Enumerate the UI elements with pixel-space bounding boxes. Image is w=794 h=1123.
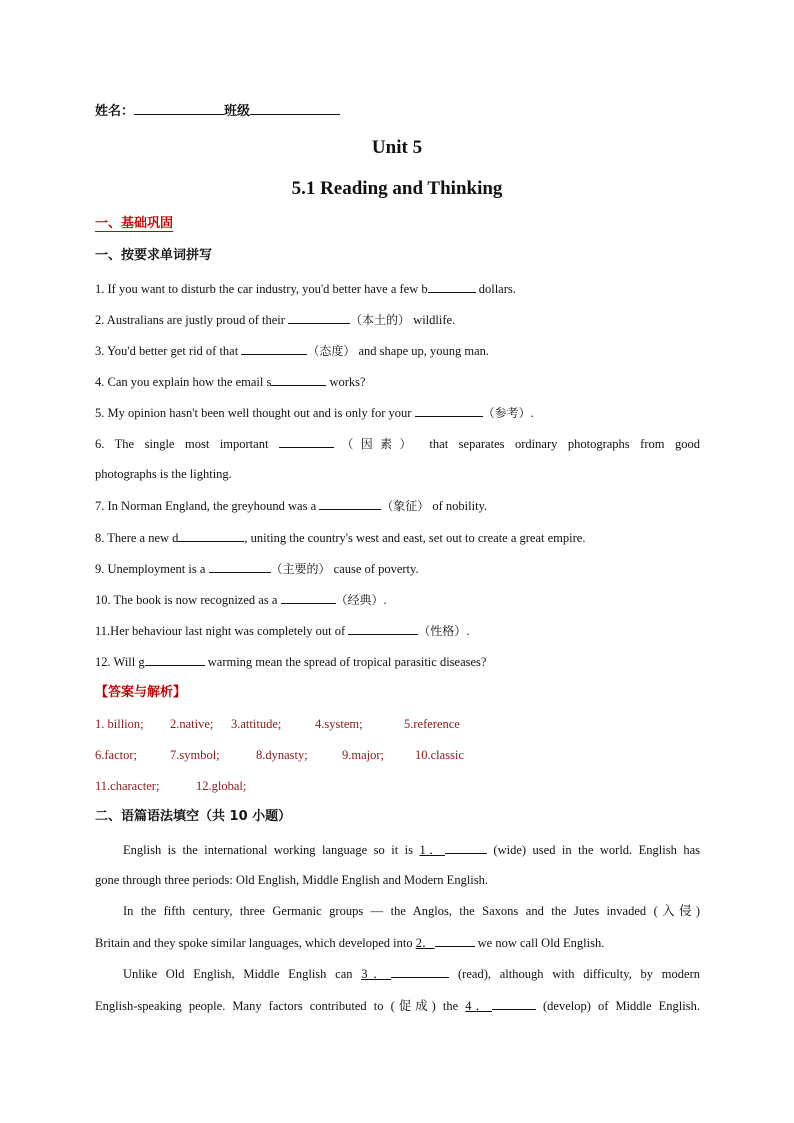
answer-blank[interactable] (271, 373, 326, 386)
answer-blank[interactable] (209, 560, 271, 573)
spelling-item-9: 9. Unemployment is a （主要的） cause of poverty. (95, 562, 419, 576)
name-class-row (95, 102, 700, 120)
answers-row-2: 6.factor; 7.symbol; 8.dynasty; 9.major; 10.classic (95, 748, 464, 762)
answer-blank[interactable] (145, 653, 205, 666)
cloze-para-2-line-1: In the fifth century, three Germanic groups — the Anglos, the Saxons and the Jutes invaded (入侵) (123, 904, 700, 918)
section-basic-heading: 一、基础巩固 (95, 216, 174, 231)
answer-blank[interactable] (319, 497, 381, 510)
answer-blank[interactable] (178, 529, 244, 542)
blank-number-1: 1． (419, 843, 445, 857)
blank-number-2: 2． (415, 936, 435, 950)
cloze-para-3-line-1: Unlike Old English, Middle English can 3． (read), although with difficulty, by modern (123, 967, 700, 981)
spelling-item-5: 5. My opinion hasn't been well thought out and is only for your （参考）. (95, 406, 534, 420)
spelling-item-7: 7. In Norman England, the greyhound was a （象征） of nobility. (95, 499, 488, 513)
blank-number-4: 4． (465, 999, 492, 1013)
spelling-item-8: 8. There a new d , uniting the country's west and east, set out to create a great empire. (95, 531, 586, 545)
class-blank[interactable] (250, 102, 340, 115)
cloze-heading: 二、语篇语法填空（共 10 小题） (95, 809, 292, 824)
cloze-para-2-line-2: Britain and they spoke similar languages, which developed into 2． we now call Old English. (95, 936, 605, 950)
answer-blank[interactable] (241, 342, 307, 355)
lesson-title: 5.1 Reading and Thinking (291, 178, 503, 199)
spelling-item-11: 11.Her behaviour last night was completely out of （性格）. (95, 624, 470, 638)
spelling-item-3: 3. You'd better get rid of that （态度） and shape up, young man. (95, 344, 490, 358)
answer-blank[interactable] (415, 404, 483, 417)
cloze-para-1-line-1: English is the international working language so it is 1． (wide) used in the world. English has (123, 843, 700, 857)
answer-blank[interactable] (288, 311, 350, 324)
spelling-item-6: 6. The single most important （因素） that separates ordinary photographs from good (95, 437, 700, 451)
answer-blank[interactable] (428, 280, 476, 293)
spelling-item-4: 4. Can you explain how the email s works? (95, 375, 366, 389)
cloze-para-1-line-2: gone through three periods: Old English, Middle English and Modern English. (95, 873, 489, 887)
spelling-item-1: 1. If you want to disturb the car industry, you'd better have a few b dollars. (95, 282, 516, 296)
answer-blank[interactable] (348, 622, 418, 635)
cloze-para-3-line-2: English-speaking people. Many factors contributed to (促成) the 4． (develop) of Middle English. (95, 999, 700, 1013)
unit-title: Unit 5 (371, 137, 423, 158)
class-label: 班级 (224, 104, 251, 119)
spelling-item-12: 12. Will g warming mean the spread of tropical parasitic diseases? (95, 655, 487, 669)
answers-heading: 【答案与解析】 (95, 685, 187, 700)
cloze-blank-1[interactable] (445, 841, 487, 854)
name-blank[interactable] (134, 102, 224, 115)
cloze-blank-2[interactable] (435, 934, 475, 947)
cloze-blank-4[interactable] (492, 997, 536, 1010)
spelling-item-2: 2. Australians are justly proud of their （本土的） wildlife. (95, 313, 456, 327)
spelling-item-6-continued: photographs is the lighting. (95, 467, 232, 481)
blank-number-3: 3． (361, 967, 392, 981)
answer-blank[interactable] (281, 591, 336, 604)
spelling-item-10: 10. The book is now recognized as a （经典）. (95, 593, 387, 607)
answers-row-1: 1. billion; 2.native; 3.attitude; 4.system; 5.reference (95, 717, 460, 731)
answer-blank[interactable] (279, 435, 334, 448)
answers-row-3: 11.character; 12.global; (95, 779, 247, 793)
cloze-blank-3[interactable] (391, 965, 449, 978)
name-label: 姓名： (95, 104, 135, 119)
spelling-heading: 一、按要求单词拼写 (95, 248, 213, 263)
